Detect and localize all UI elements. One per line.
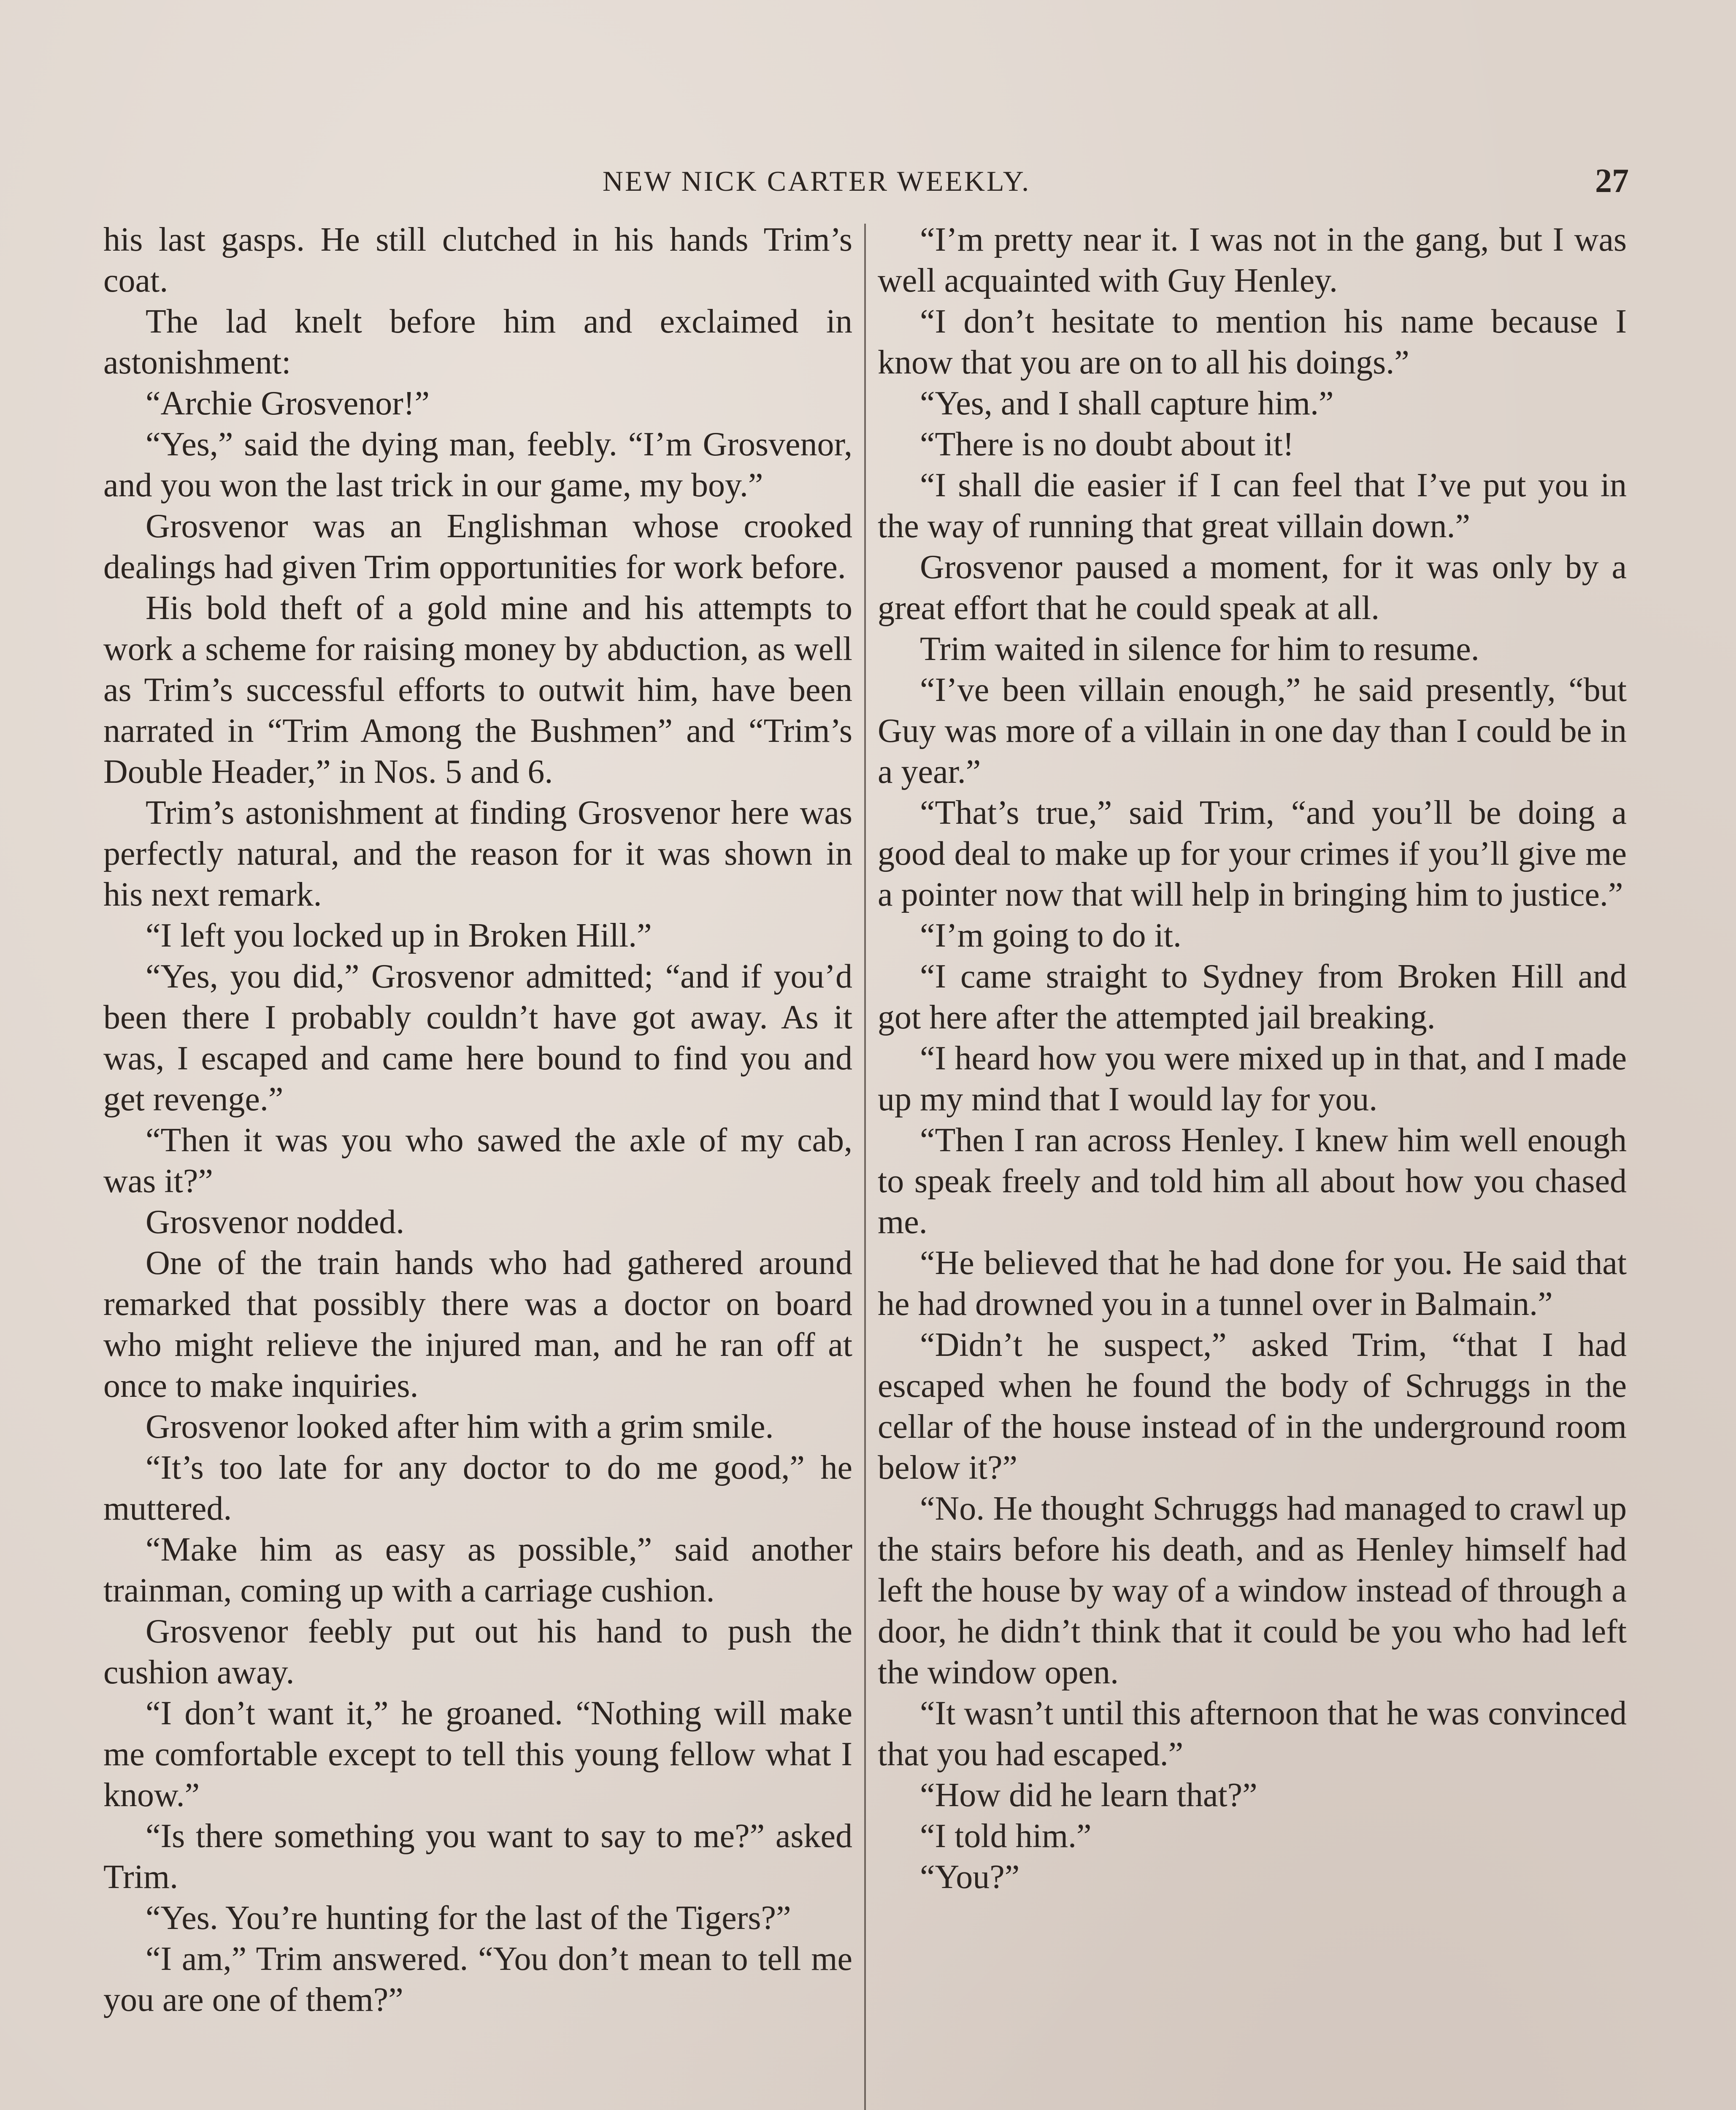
paragraph: “Archie Grosvenor!” — [146, 385, 430, 422]
paragraph: “I came straight to Sydney from Broken Hill and got here after the attempted jail breaking. — [878, 958, 1627, 1036]
paragraph: The lad knelt before him and exclaimed in astonishment: — [103, 303, 852, 381]
paragraph: “I’m going to do it. — [920, 917, 1182, 954]
paragraph: Grosvenor was an Englishman whose crooked dealings had given Trim opportunities for work before. — [103, 508, 852, 586]
paragraph: “Yes,” said the dying man, feebly. “I’m Grosvenor, and you won the last trick in our game, my boy.” — [103, 426, 852, 504]
column-rule — [864, 224, 866, 2110]
right-column — [878, 219, 1627, 2110]
paragraph: “How did he learn that?” — [920, 1777, 1257, 1814]
paragraph: “I heard how you were mixed up in that, and I made up my mind that I would lay for you. — [878, 1040, 1627, 1118]
paragraph: “I shall die easier if I can feel that I’ve put you in the way of running that great villain down.” — [878, 467, 1627, 545]
paragraph: Trim waited in silence for him to resume. — [920, 630, 1479, 668]
page-number: 27 — [1595, 162, 1629, 200]
paragraph: One of the train hands who had gathered around remarked that possibly there was a doctor on board who might relieve the injured man, and he ran off at once to make inquiries. — [103, 1244, 852, 1404]
paragraph: “Then I ran across Henley. I knew him well enough to speak freely and told him all about how you chased me. — [878, 1122, 1627, 1241]
paragraph: his last gasps. He still clutched in his hands Trim’s coat. — [103, 221, 852, 299]
paragraph: “Didn’t he suspect,” asked Trim, “that I had escaped when he found the body of Schruggs in the cellar of the house instead of in the underground room below it?” — [878, 1326, 1627, 1486]
paragraph: Grosvenor nodded. — [146, 1204, 405, 1241]
paragraph: “He believed that he had done for you. He said that he had drowned you in a tunnel over in Balmain.” — [878, 1244, 1627, 1323]
running-head: NEW NICK CARTER WEEKLY. — [602, 165, 1031, 197]
paragraph: “I left you locked up in Broken Hill.” — [146, 917, 652, 954]
text-columns — [103, 219, 1627, 2110]
paragraph: “It wasn’t until this afternoon that he was convinced that you had escaped.” — [878, 1695, 1627, 1773]
paragraph: “I am,” Trim answered. “You don’t mean to tell me you are one of them?” — [103, 1940, 852, 2018]
paragraph: Grosvenor looked after him with a grim smile. — [146, 1408, 774, 1445]
paragraph: “You?” — [920, 1858, 1020, 1896]
paragraph: “I told him.” — [920, 1818, 1092, 1855]
paragraph: “That’s true,” said Trim, “and you’ll be doing a good deal to make up for your crimes if you’ll give me a pointer now that will help in bringing him to justice.” — [878, 794, 1627, 913]
paragraph: Grosvenor feebly put out his hand to push the cushion away. — [103, 1613, 852, 1691]
paragraph: “No. He thought Schruggs had managed to crawl up the stairs before his death, and as Henley himself had left the house by way of a window instead of through a door, he didn’t think that it could be you who had left the window open. — [878, 1490, 1627, 1691]
paragraph: “Then it was you who sawed the axle of my cab, was it?” — [103, 1122, 852, 1200]
paragraph: “I don’t want it,” he groaned. “Nothing will make me comfortable except to tell this young fellow what I know.” — [103, 1695, 852, 1814]
paragraph: Trim’s astonishment at finding Grosvenor here was perfectly natural, and the reason for it was shown in his next remark. — [103, 794, 852, 913]
paragraph: “Yes, and I shall capture him.” — [920, 385, 1334, 422]
paragraph: “Make him as easy as possible,” said another trainman, coming up with a carriage cushion. — [103, 1531, 852, 1609]
paragraph: “Is there something you want to say to me?” asked Trim. — [103, 1818, 852, 1896]
paragraph: “I don’t hesitate to mention his name because I know that you are on to all his doings.” — [878, 303, 1627, 381]
paragraph: “It’s too late for any doctor to do me good,” he muttered. — [103, 1449, 852, 1527]
paragraph: “I’ve been villain enough,” he said presently, “but Guy was more of a villain in one day than I could be in a year.” — [878, 671, 1627, 790]
paragraph: “There is no doubt about it! — [920, 426, 1294, 463]
paragraph: His bold theft of a gold mine and his attempts to work a scheme for raising money by abduction, as well as Trim’s successful efforts to outwit him, have been narrated in “Trim Among the Bushmen” and “Trim’s Double Header,” in Nos. 5 and 6. — [103, 590, 852, 790]
page-header — [105, 162, 1629, 211]
paragraph: “I’m pretty near it. I was not in the gang, but I was well acquainted with Guy Henley. — [878, 221, 1627, 299]
paragraph: Grosvenor paused a moment, for it was only by a great effort that he could speak at all. — [878, 549, 1627, 627]
paragraph: “Yes. You’re hunting for the last of the Tigers?” — [146, 1899, 791, 1937]
paragraph: “Yes, you did,” Grosvenor admitted; “and if you’d been there I probably couldn’t have got away. As it was, I escaped and came here bound to find you and get revenge.” — [103, 958, 852, 1118]
left-column — [103, 219, 852, 2110]
